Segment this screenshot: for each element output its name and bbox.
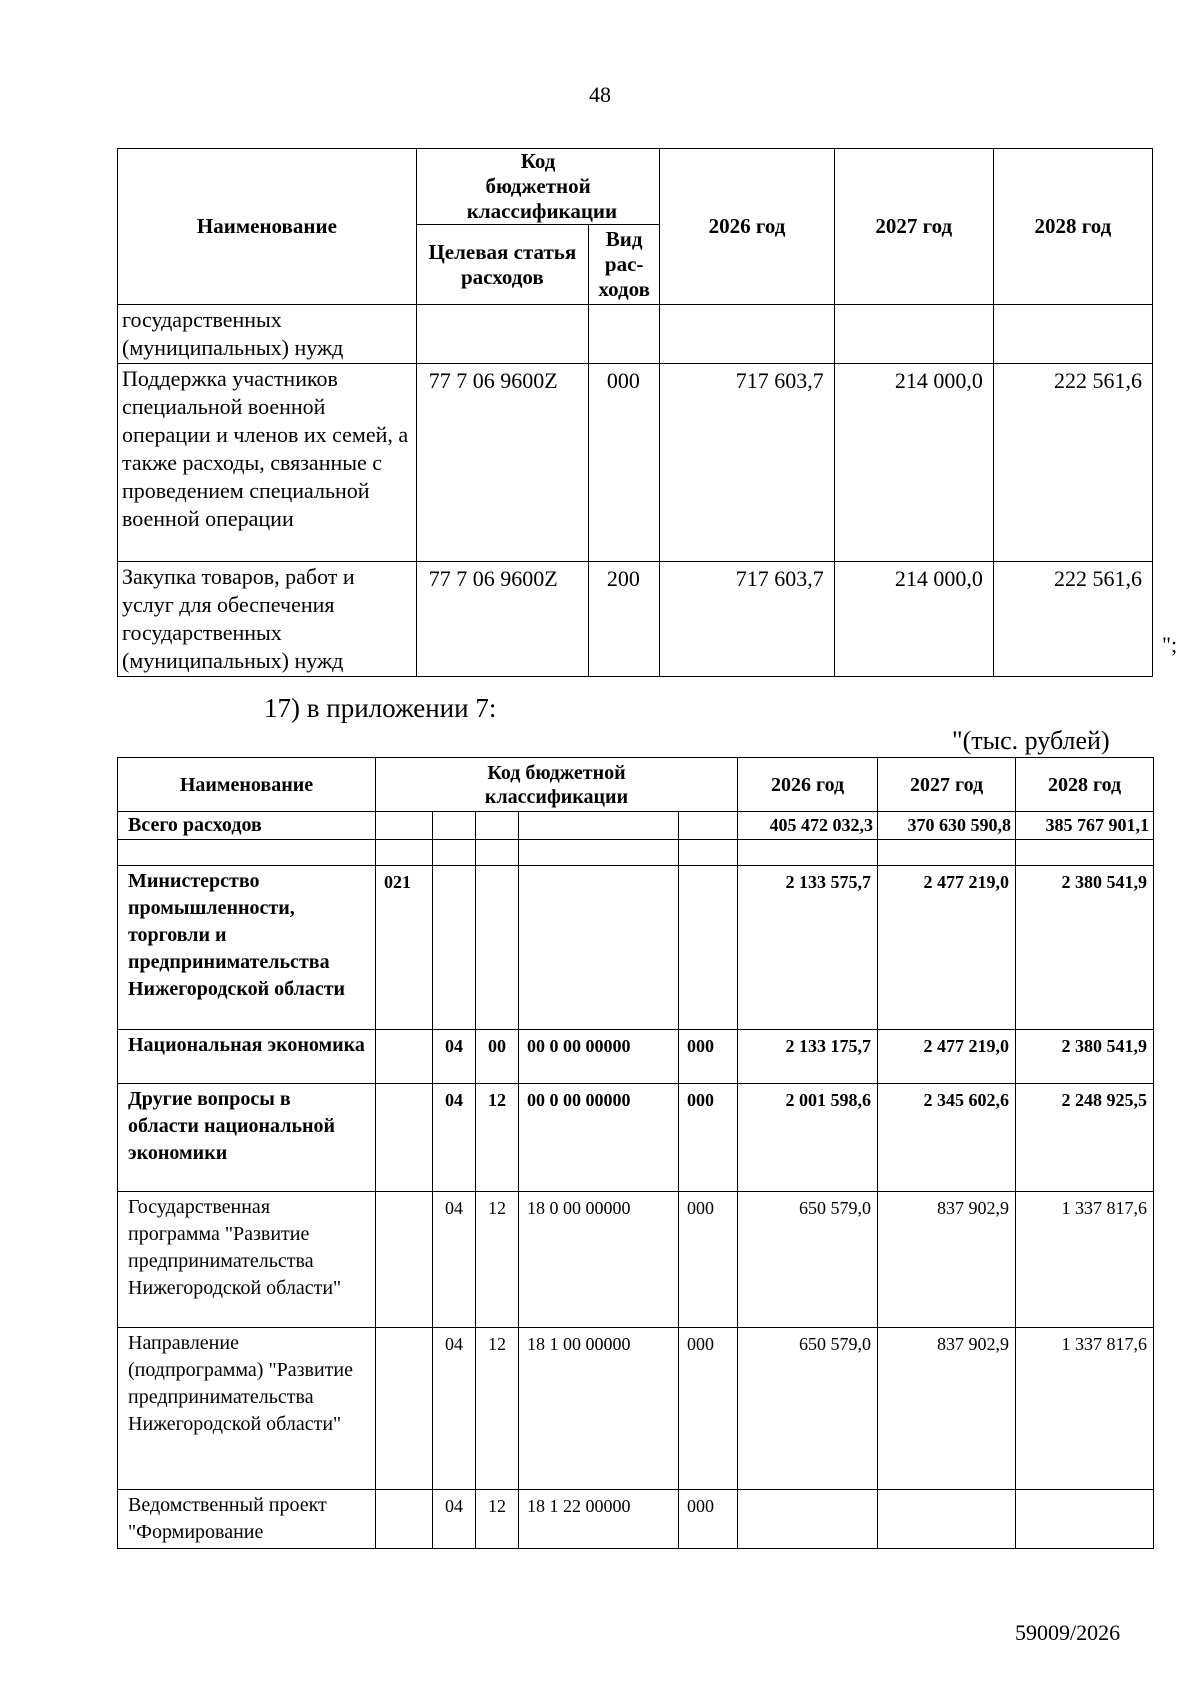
table-row (118, 1030, 1154, 1084)
ministry-code (376, 1192, 433, 1328)
row-name: Поддержка участников специальной военной операции и членов их семей, а также расходы, связанные с проведением специальной военной операции (118, 364, 417, 562)
target-article-code: 18 0 00 00000 (519, 1192, 679, 1328)
ministry-code (376, 1328, 433, 1490)
table-row (118, 1328, 1154, 1490)
row-name: государственных (муниципальных) нужд (118, 305, 417, 364)
section-code: 04 (433, 1192, 476, 1328)
value-2028: 222 561,6 (993, 364, 1152, 562)
section-heading: 17) в приложении 7: (264, 693, 497, 723)
header-2027: 2027 год (878, 758, 1016, 812)
target-article-code: 00 0 00 00000 (519, 1084, 679, 1192)
row-name: Государственная программа "Развитие предпринимательства Нижегородской области" (118, 1192, 376, 1328)
value-2027 (878, 1490, 1016, 1549)
section-code: 04 (433, 1030, 476, 1084)
target-article-code: 77 7 06 9600Z (416, 364, 588, 562)
value-2028: 2 380 541,9 (1016, 1030, 1154, 1084)
target-article-code (416, 305, 588, 364)
table-row (118, 1084, 1154, 1192)
row-name: Направление (подпрограмма) "Развитие предпринимательства Нижегородской области" (118, 1328, 376, 1490)
value-2026 (660, 305, 834, 364)
value-2027: 837 902,9 (878, 1328, 1016, 1490)
header-code-group: Код бюджетной классификации (376, 758, 738, 812)
expenses-table-continued (117, 148, 1153, 677)
table-row (118, 866, 1154, 1030)
target-article-code: 00 0 00 00000 (519, 1030, 679, 1084)
total-row (118, 812, 1154, 840)
section-code: 04 (433, 1084, 476, 1192)
expense-type-code: 000 (679, 1030, 738, 1084)
value-2027: 2 477 219,0 (878, 866, 1016, 1030)
subsection-code: 12 (476, 1490, 519, 1549)
value-2026: 2 133 175,7 (738, 1030, 878, 1084)
table-row (118, 305, 1153, 364)
spacer-row (118, 840, 1154, 866)
expense-type-code: 000 (679, 1328, 738, 1490)
value-2027: 214 000,0 (834, 364, 993, 562)
header-expense-type: Вид рас-ходов (588, 225, 659, 305)
units-label: "(тыс. рублей) (952, 726, 1110, 755)
section-code: 04 (433, 1328, 476, 1490)
header-code-group: Код бюджетной классификации (416, 149, 660, 225)
header-2026: 2026 год (660, 149, 834, 305)
value-2028: 1 337 817,6 (1016, 1328, 1154, 1490)
section-code: 04 (433, 1490, 476, 1549)
expense-type-code (588, 305, 659, 364)
document-id: 59009/2026 (1015, 1620, 1121, 1645)
header-2028: 2028 год (1016, 758, 1154, 812)
header-name: Наименование (118, 758, 376, 812)
value-2026: 650 579,0 (738, 1328, 878, 1490)
total-2028: 385 767 901,1 (1016, 812, 1154, 840)
ministry-code (376, 1030, 433, 1084)
table-row (118, 1490, 1154, 1549)
row-name: Национальная экономика (118, 1030, 376, 1084)
closing-quote: "; (1162, 632, 1178, 657)
value-2027: 2 477 219,0 (878, 1030, 1016, 1084)
value-2028: 222 561,6 (993, 562, 1152, 677)
value-2026: 717 603,7 (660, 364, 834, 562)
subsection-code: 12 (476, 1328, 519, 1490)
value-2028: 2 248 925,5 (1016, 1084, 1154, 1192)
page-number: 48 (589, 82, 611, 107)
row-name: Закупка товаров, работ и услуг для обеспечения государственных (муниципальных) нужд (118, 562, 417, 677)
table-row (118, 562, 1153, 677)
value-2028: 1 337 817,6 (1016, 1192, 1154, 1328)
value-2027: 837 902,9 (878, 1192, 1016, 1328)
expense-type-code: 000 (588, 364, 659, 562)
value-2026: 650 579,0 (738, 1192, 878, 1328)
header-target-article: Целевая статья расходов (416, 225, 588, 305)
row-name: Ведомственный проект "Формирование (118, 1490, 376, 1549)
header-2028: 2028 год (993, 149, 1152, 305)
value-2026: 717 603,7 (660, 562, 834, 677)
expense-type-code: 000 (679, 1490, 738, 1549)
expense-type-code: 200 (588, 562, 659, 677)
ministry-code (376, 1084, 433, 1192)
value-2028 (993, 305, 1152, 364)
value-2027: 214 000,0 (834, 562, 993, 677)
value-2027 (834, 305, 993, 364)
section-code (433, 866, 476, 1030)
target-article-code (519, 866, 679, 1030)
expense-type-code: 000 (679, 1192, 738, 1328)
expense-type-code (679, 866, 738, 1030)
total-2026: 405 472 032,3 (738, 812, 878, 840)
value-2027: 2 345 602,6 (878, 1084, 1016, 1192)
table-row (118, 364, 1153, 562)
target-article-code: 18 1 00 00000 (519, 1328, 679, 1490)
subsection-code: 12 (476, 1192, 519, 1328)
subsection-code: 00 (476, 1030, 519, 1084)
target-article-code: 77 7 06 9600Z (416, 562, 588, 677)
row-name: Другие вопросы в области национальной экономики (118, 1084, 376, 1192)
target-article-code: 18 1 22 00000 (519, 1490, 679, 1549)
header-name: Наименование (118, 149, 417, 305)
ministry-code: 021 (376, 866, 433, 1030)
value-2026: 2 133 575,7 (738, 866, 878, 1030)
total-label: Всего расходов (118, 812, 376, 840)
ministry-code (376, 1490, 433, 1549)
appendix-7-table (117, 757, 1154, 1549)
expense-type-code: 000 (679, 1084, 738, 1192)
value-2026 (738, 1490, 878, 1549)
value-2028 (1016, 1490, 1154, 1549)
table-row (118, 1192, 1154, 1328)
row-name: Министерство промышленности, торговли и предпринимательства Нижегородской области (118, 866, 376, 1030)
total-2027: 370 630 590,8 (878, 812, 1016, 840)
value-2026: 2 001 598,6 (738, 1084, 878, 1192)
header-2027: 2027 год (834, 149, 993, 305)
subsection-code: 12 (476, 1084, 519, 1192)
header-2026: 2026 год (738, 758, 878, 812)
value-2028: 2 380 541,9 (1016, 866, 1154, 1030)
subsection-code (476, 866, 519, 1030)
